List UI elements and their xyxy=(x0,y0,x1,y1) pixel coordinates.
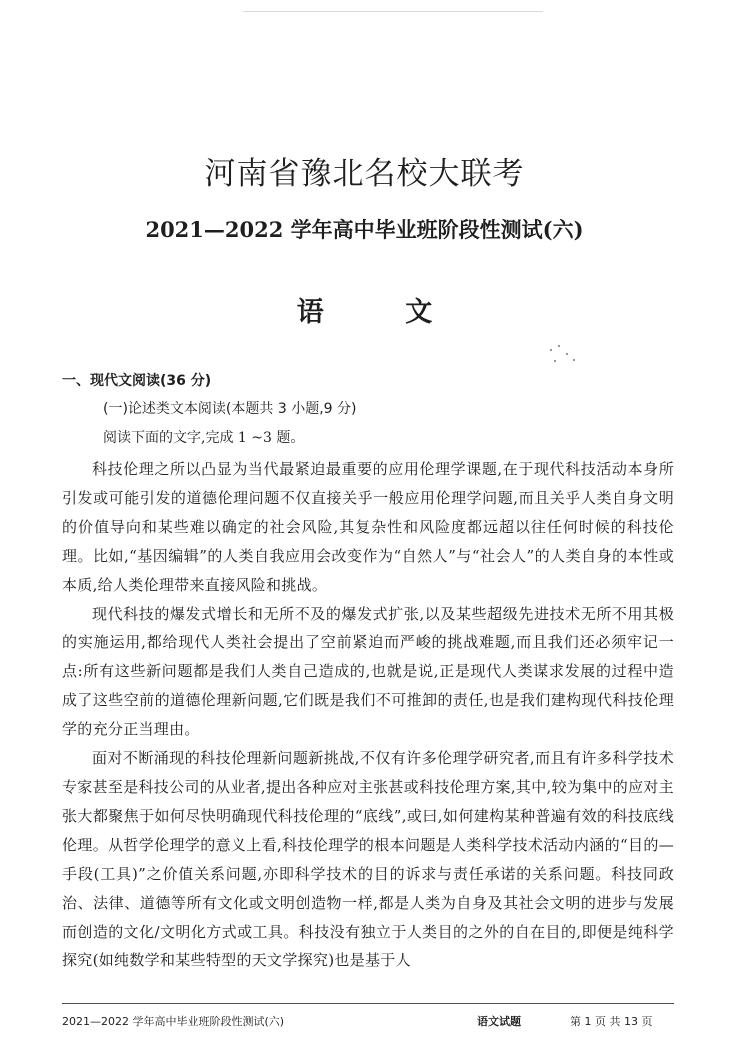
footer-exam-name: 2021—2022 学年高中毕业班阶段性测试(六) xyxy=(62,1015,285,1028)
section-heading: 一、现代文阅读(36 分) xyxy=(62,373,212,389)
passage-paragraph: 科技伦理之所以凸显为当代最紧迫最重要的应用伦理学课题,在于现代科技活动本身所引发或可能引发的道德伦理问题不仅直接关乎一般应用伦理学问题,而且关乎人类自身文明的价值导向和某些难以确定的社会风险,其复杂性和风险度都远超以往任何时候的科技伦理。比如,“基因编辑”的人类自我应用会改变作为“自然人”与“社会人”的人类自身的本性或本质,给人类伦理带来直接风险和挑战。 xyxy=(62,460,674,594)
footer-subject: 语文试题 xyxy=(477,1015,521,1028)
passage-body xyxy=(62,455,674,975)
passage-paragraph: 面对不断涌现的科技伦理新问题新挑战,不仅有许多伦理学研究者,而且有许多科学技术专家甚至是科技公司的从业者,提出各种应对主张甚或科技伦理方案,其中,较为集中的应对主张大都聚焦于如何尽快明确现代科技伦理的“底线”,或曰,如何建构某种普遍有效的科技底线伦理。从哲学伦理学的意义上看,科技伦理学的根本问题是人类科学技术活动内涵的“目的—手段(工具)”之价值关系问题,亦即科学技术的目的诉求与责任承诺的关系问题。科技同政治、法律、道德等所有文化或文明创造物一样,都是人类为自身及其社会文明的进步与发展而创造的文化/文明化方式或工具。科技没有独立于人类目的之外的自在目的,即便是纯科学探究(如纯数学和某些特型的天文学探究)也是基于人 xyxy=(62,749,674,970)
top-rule xyxy=(243,11,543,12)
scan-speckles xyxy=(548,345,578,365)
passage-paragraph: 现代科技的爆发式增长和无所不及的爆发式扩张,以及某些超级先进技术无所不用其极的实施运用,都给现代人类社会提出了空前紧迫而严峻的挑战难题,而且我们还必须牢记一点:所有这些新问题都是我们人类自己造成的,也就是说,正是现代人类谋求发展的过程中造成了这些空前的道德伦理新问题,它们既是我们不可推卸的责任,也是我们建构现代科技伦理学的充分正当理由。 xyxy=(62,604,674,739)
reading-instruction: 阅读下面的文字,完成 1 ~3 题。 xyxy=(103,430,305,446)
exam-title: 河南省豫北名校大联考 xyxy=(204,156,525,192)
footer-page-number: 第 1 页 共 13 页 xyxy=(570,1015,653,1028)
exam-subtitle: 2021—2022 学年高中毕业班阶段性测试(六) xyxy=(145,217,584,242)
subject-title: 语 文 xyxy=(296,297,469,328)
footer-rule xyxy=(62,1003,674,1004)
section-subheading: (一)论述类文本阅读(本题共 3 小题,9 分) xyxy=(103,401,357,417)
